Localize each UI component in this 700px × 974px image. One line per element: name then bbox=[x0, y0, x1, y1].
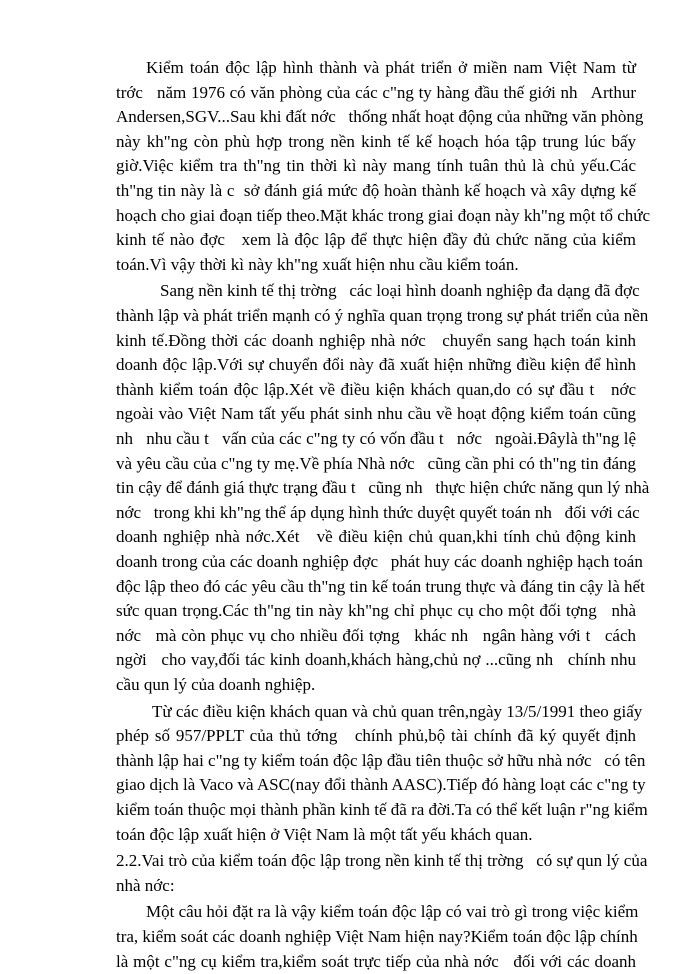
text-line: là một c"ng cụ kiểm tra,kiểm soát trực tiếp của nhà nớc đối với các doanh bbox=[116, 951, 636, 971]
text-line: ngoài vào Việt Nam tất yếu phát sinh nhu cầu về hoạt động kiểm toán cũng bbox=[116, 404, 636, 424]
text-line: Từ các điều kiện khách quan và chủ quan trên,ngày 13/5/1991 theo giấy bbox=[152, 701, 643, 721]
text-line: doanh trong của các doanh nghiệp đợc phát huy các doanh nghiệp hạch toán bbox=[116, 552, 643, 571]
text-line: Andersen,SGV...Sau khi đất nớc thống nhất hoạt động của những văn phòng bbox=[116, 107, 644, 127]
text-line: phép số 957/PPLT của thủ tớng chính phủ,bộ tài chính đã ký quyết định bbox=[116, 726, 636, 746]
section-heading: 2.2.Vai trò của kiểm toán độc lập trong nền kinh tế thị trờng có sự qun lý của bbox=[116, 851, 648, 871]
text-line: ngời cho vay,đối tác kinh doanh,khách hàng,chủ nợ ...cũng nh chính nhu bbox=[116, 650, 636, 670]
text-line: cầu qun lý của doanh nghiệp. bbox=[116, 675, 316, 694]
text-line: nớc mà còn phục vụ cho nhiều đối tợng khác nh ngân hàng với t cách bbox=[116, 625, 636, 645]
text-line: kinh tế nào đợc xem là độc lập để thực hiện đầy đủ chức năng của kiểm bbox=[116, 230, 636, 250]
text-line: Sang nền kinh tế thị trờng các loại hình doanh nghiệp đa dạng đã đợc bbox=[160, 281, 640, 301]
text-line: doanh độc lập.Với sự chuyển đổi này đã xuất hiện những điều kiện để hình bbox=[116, 355, 636, 375]
section-heading: nhà nớc: bbox=[116, 875, 175, 895]
text-line: thành lập hai c"ng ty kiểm toán độc lập đầu tiên thuộc sở hữu nhà nớc có tên bbox=[116, 750, 646, 770]
text-line: kiểm toán thuộc mọi thành phần kinh tế đã ra đời.Ta có thể kết luận r"ng kiểm bbox=[116, 800, 648, 819]
text-line: độc lập theo đó các yêu cầu th"ng tin kế toán trung thực và đáng tin cậy là hết bbox=[116, 576, 645, 596]
text-line: toán.Vì vậy thời kì này kh"ng xuất hiện nhu cầu kiểm toán. bbox=[116, 254, 519, 274]
text-line: toán độc lập xuất hiện ở Việt Nam là một tất yếu khách quan. bbox=[116, 824, 533, 844]
text-line: tra, kiểm soát các doanh nghiệp Việt Nam hiện nay?Kiểm toán độc lập chính bbox=[116, 927, 638, 946]
text-line: thành kiểm toán độc lập.Xét về điều kiện khách quan,do có sự đầu t nớc bbox=[116, 379, 636, 399]
text-line: tin cậy để đánh giá thực trạng đầu t cũng nh thực hiện chức năng qun lý nhà bbox=[116, 478, 650, 498]
text-line: trớc năm 1976 có văn phòng của các c"ng ty hàng đầu thế giới nh Arthur bbox=[116, 82, 636, 102]
text-line: giờ.Việc kiểm tra th"ng tin thời kì này mang tính tuân thủ là chủ yếu.Các bbox=[116, 156, 636, 176]
text-line: này kh"ng còn phù hợp trong nền kinh tế kế hoạch hóa tập trung lúc bấy bbox=[116, 131, 636, 151]
text-line: và yêu cầu của c"ng ty mẹ.Về phía Nhà nớc cũng cần phi có th"ng tin đáng bbox=[116, 453, 636, 473]
text-line: Một câu hỏi đặt ra là vậy kiểm toán độc lập có vai trò gì trong việc kiểm bbox=[146, 902, 639, 922]
text-line: nớc trong khi kh"ng thể áp dụng hình thức duyệt quyết toán nh đối với các bbox=[116, 502, 640, 522]
text-line: nh nhu cầu t vấn của các c"ng ty có vốn đầu t nớc ngoài.Đâylà th"ng lệ bbox=[116, 429, 636, 448]
text-line: Kiểm toán độc lập hình thành và phát triển ở miền nam Việt Nam từ bbox=[146, 58, 636, 77]
text-line: doanh nghiệp nhà nớc.Xét về điều kiện chủ quan,khi tính chủ động kinh bbox=[116, 527, 636, 547]
text-line: kinh tế.Đồng thời các doanh nghiệp nhà nớc chuyển sang hạch toán kinh bbox=[116, 330, 636, 350]
text-line: giao dịch là Vaco và ASC(nay đổi thành AASC).Tiếp đó hàng loạt các c"ng ty bbox=[116, 775, 646, 795]
text-line: thành lập và phát triển mạnh có ý nghĩa quan trọng trong sự phát triển của nền bbox=[116, 306, 649, 325]
text-line: sức quan trọng.Các th"ng tin này kh"ng chỉ phục cụ cho một đối tợng nhà bbox=[116, 601, 636, 621]
text-line: th"ng tin này là c sở đánh giá mức độ hoàn thành kế hoạch và xây dựng kế bbox=[116, 181, 636, 200]
text-line: hoạch cho giai đoạn tiếp theo.Mặt khác trong giai đoạn này kh"ng một tổ chức bbox=[116, 205, 651, 225]
